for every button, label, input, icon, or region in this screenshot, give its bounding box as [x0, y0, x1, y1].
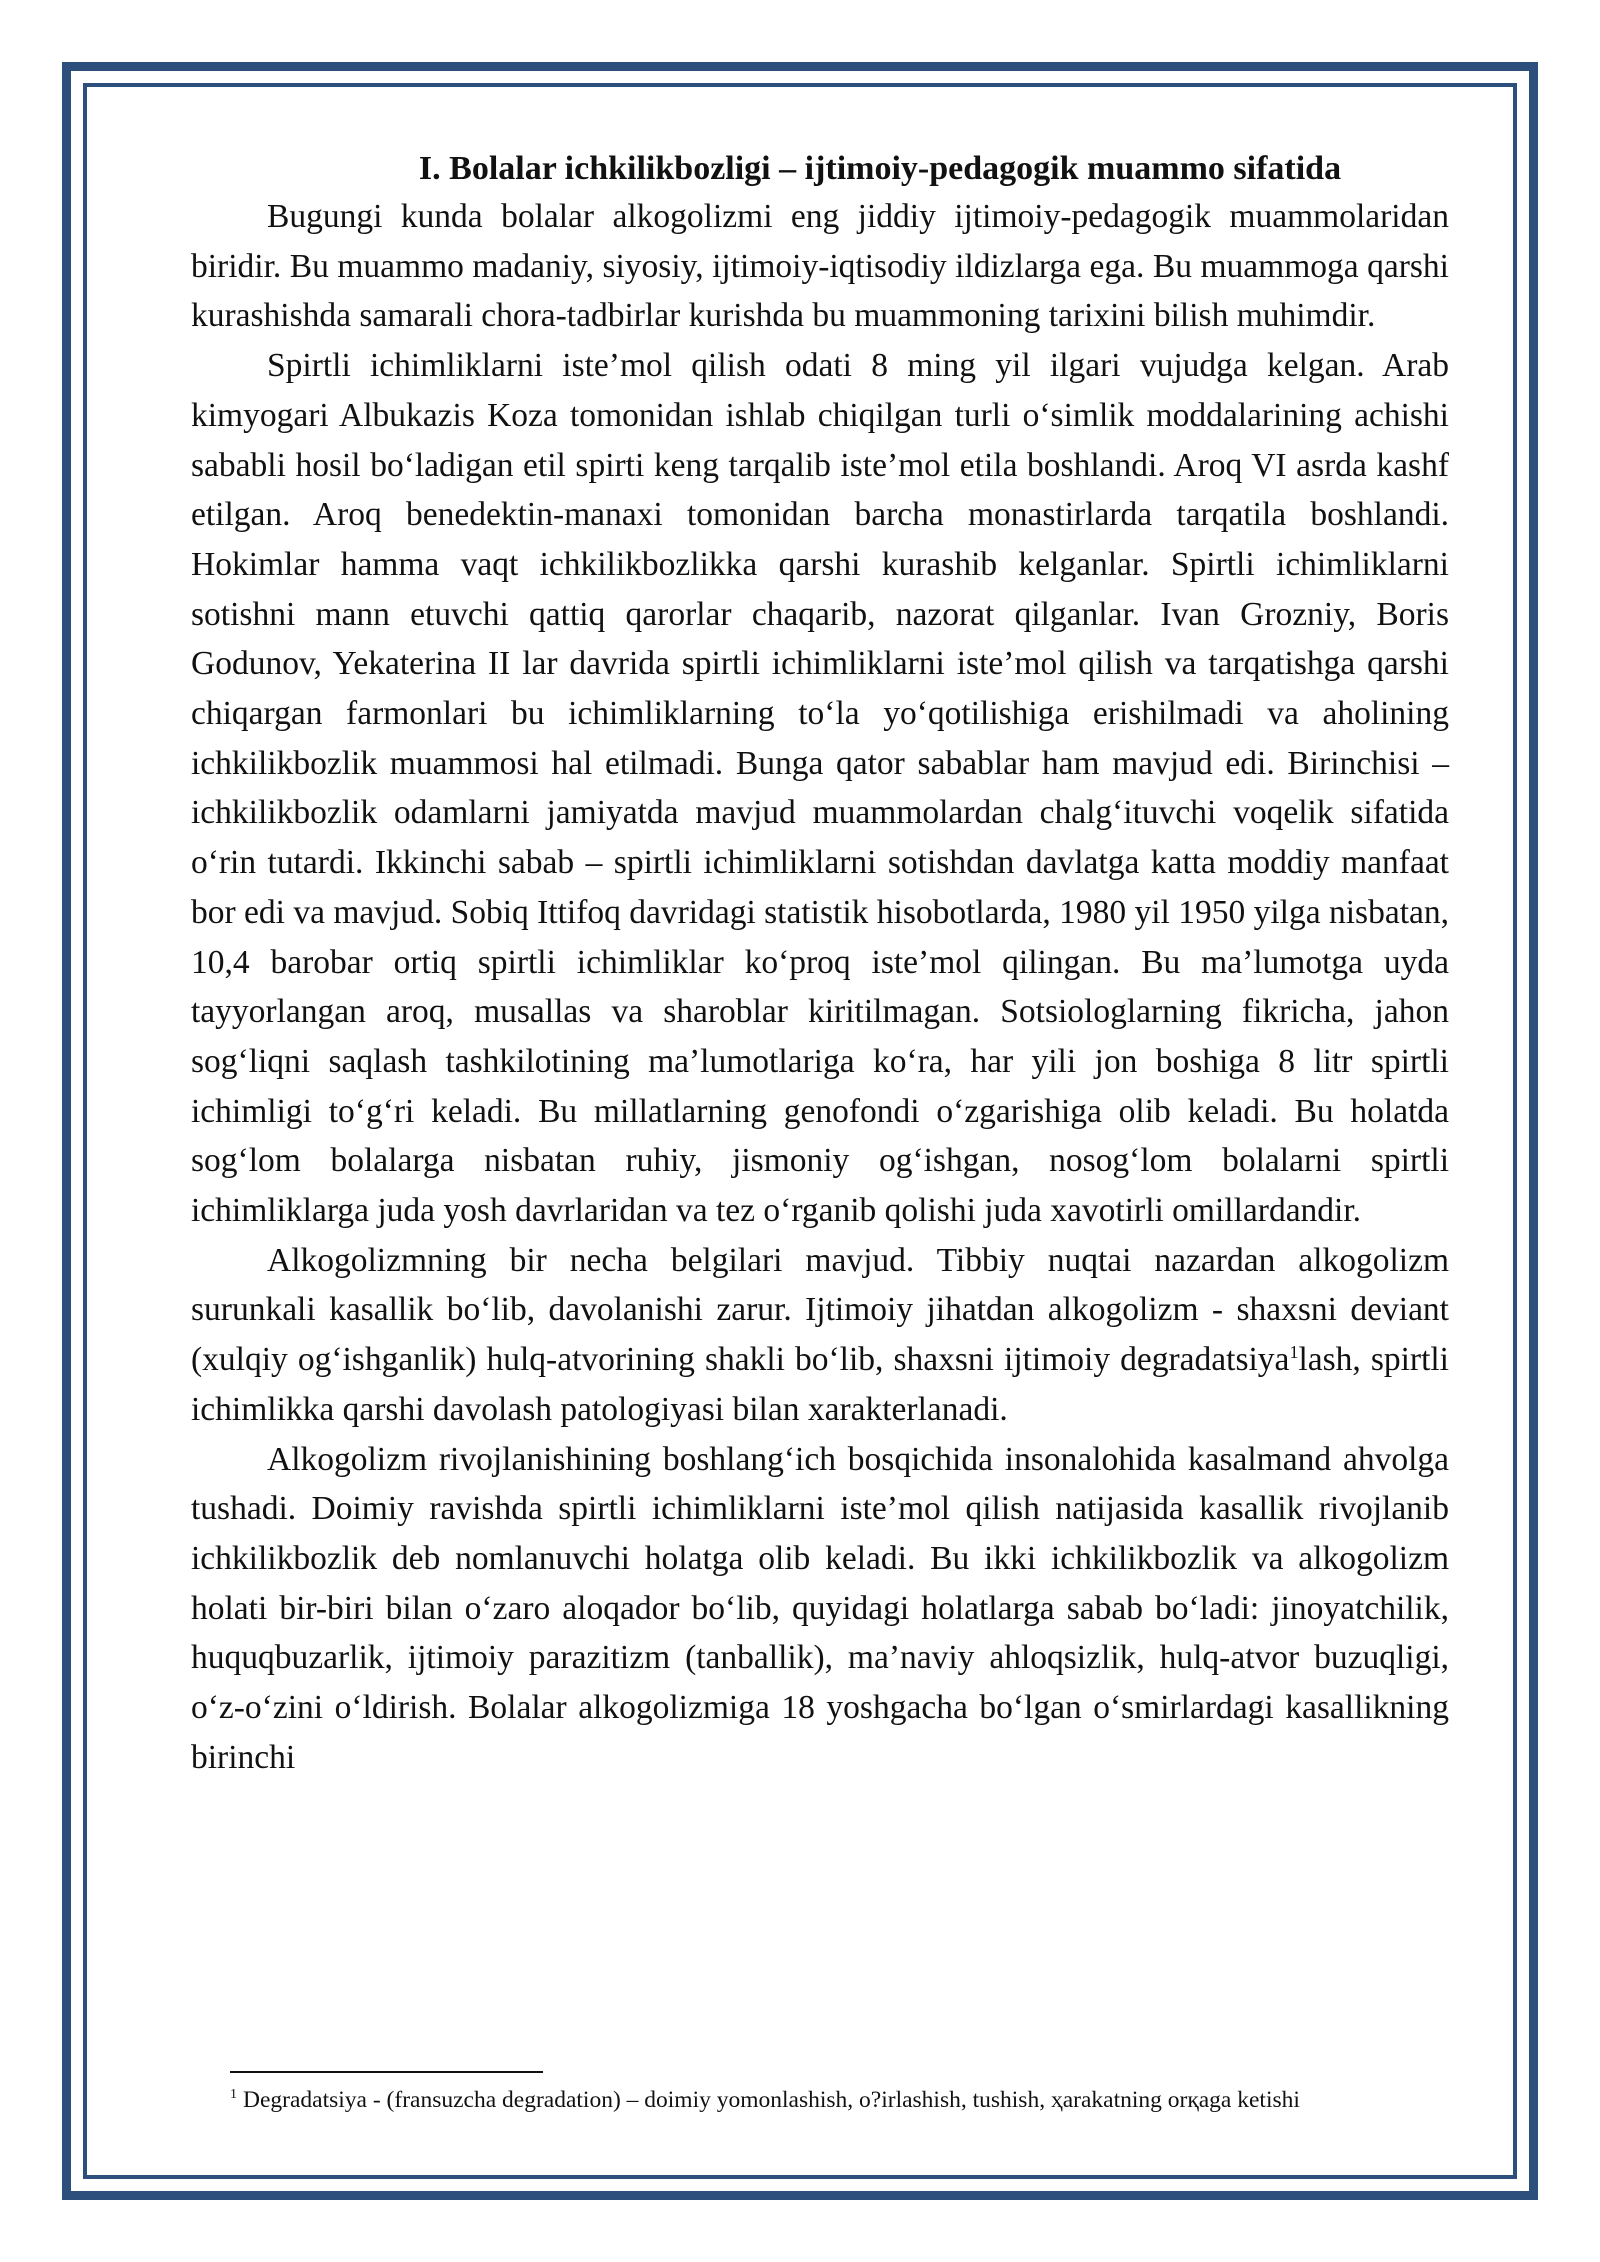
footnote-mark: 1: [230, 2087, 237, 2103]
paragraph-development: Alkogolizm rivojlanishining boshlang‘ich bosqichida insonalohida kasalmand ahvolga tushadi. Doimiy ravishda spirtli ichimliklarni iste’mol qilish natijasida kasallik rivojlanib ichkilikbozlik deb nomlanuvchi holatga olib keladi. Bu ikki ichkilikbozlik va alkogolizm holati bir-biri bilan o‘zaro aloqador bo‘lib, quyidagi holatlarga sabab bo‘ladi: jinoyatchilik, huquqbuzarlik, ijtimoiy parazitizm (tanballik), ma’naviy ahloqsizlik, hulq-atvor buzuqligi, o‘z-o‘zini o‘ldirish. Bolalar alkogolizmiga 18 yoshgacha bo‘lgan o‘smirlardagi kasallikning birinchi: [191, 1440, 1449, 1776]
document-title: I. Bolalar ichkilikbozligi – ijtimoiy-pedagogik muammo sifatida: [418, 150, 1342, 187]
footnote-separator: [230, 2071, 543, 2073]
paragraph-signs-text-after: lash, spirtli ichimlikka qarshi davolash patologiyasi bilan xarakterlanadi.: [191, 1341, 1449, 1428]
document-body: [191, 146, 1449, 1783]
paragraph-history: Spirtli ichimliklarni iste’mol qilish odati 8 ming yil ilgari vujudga kelgan. Arab kimyogari Albukazis Koza tomonidan ishlab chiqilgan turli o‘simlik moddalarining achishi sababli hosil bo‘ladigan etil spirti keng tarqalib iste’mol etila boshlandi. Aroq VI asrda kashf etilgan. Aroq benedektin-manaxi tomonidan barcha monastirlarda tarqatila boshlandi. Hokimlar hamma vaqt ichkilikbozlikka qarshi kurashib kelganlar. Spirtli ichimliklarni sotishni mann etuvchi qattiq qarorlar chaqarib, nazorat qilganlar. Ivan Grozniy, Boris Godunov, Yekaterina II lar davrida spirtli ichimliklarni iste’mol qilish va tarqatishga qarshi chiqargan farmonlari bu ichimliklarning to‘la yo‘qotilishiga erishilmadi va aholining ichkilikbozlik muammosi hal etilmadi. Bunga qator sabablar ham mavjud edi. Birinchisi – ichkilikbozlik odamlarni jamiyatda mavjud muammolardan chalg‘ituvchi voqelik sifatida o‘rin tutardi. Ikkinchi sabab – spirtli ichimliklarni sotishdan davlatga katta moddiy manfaat bor edi va mavjud. Sobiq Ittifoq davridagi statistik hisobotlarda, 1980 yil 1950 yilga nisbatan, 10,4 barobar ortiq spirtli ichimliklar ko‘proq iste’mol qilingan. Bu ma’lumotga uyda tayyorlangan aroq, musallas va sharoblar kiritilmagan. Sotsiologlarning fikricha, jahon sog‘liqni saqlash tashkilotining ma’lumotlariga ko‘ra, har yili jon boshiga 8 litr spirtli ichimligi to‘g‘ri keladi. Bu millatlarning genofondi o‘zgarishiga olib keladi. Bu holatda sog‘lom bolalarga nisbatan ruhiy, jismoniy og‘ishgan, nosog‘lom bolalarni spirtli ichimliklarga juda yosh davrlaridan va tez o‘rganib qolishi juda xavotirli omillardandir.: [191, 347, 1449, 1230]
footnote-text: Degradatsiya - (fransuzcha degradation) – doimiy yomonlashish, o?irlashish, tushish, ҳаrаkаtning orқаgа ketishi: [243, 2087, 1300, 2113]
footnote-reference[interactable]: 1: [1289, 1342, 1299, 1363]
footnote: [230, 2084, 1460, 2116]
paragraph-intro: Bugungi kunda bolalar alkogolizmi eng jiddiy ijtimoiy-pedagogik muammolaridan biridir. Bu muammo madaniy, siyosiy, ijtimoiy-iqtisodiy ildizlarga ega. Bu muammoga qarshi kurashishda samarali chora-tadbirlar kurishda bu muammoning tarixini bilish muhimdir.: [191, 198, 1449, 335]
paragraph-signs-text-before: Alkogolizmning bir necha belgilari mavjud. Tibbiy nuqtai nazardan alkogolizm surunkali kasallik bo‘lib, davolanishi zarur. Ijtimoiy jihatdan alkogolizm - shaxsni deviant (xulqiy og‘ishganlik) hulq-atvorining shakli bo‘lib, shaxsni ijtimoiy degradatsiya: [191, 1241, 1449, 1379]
paragraph-signs: [191, 1236, 1449, 1435]
